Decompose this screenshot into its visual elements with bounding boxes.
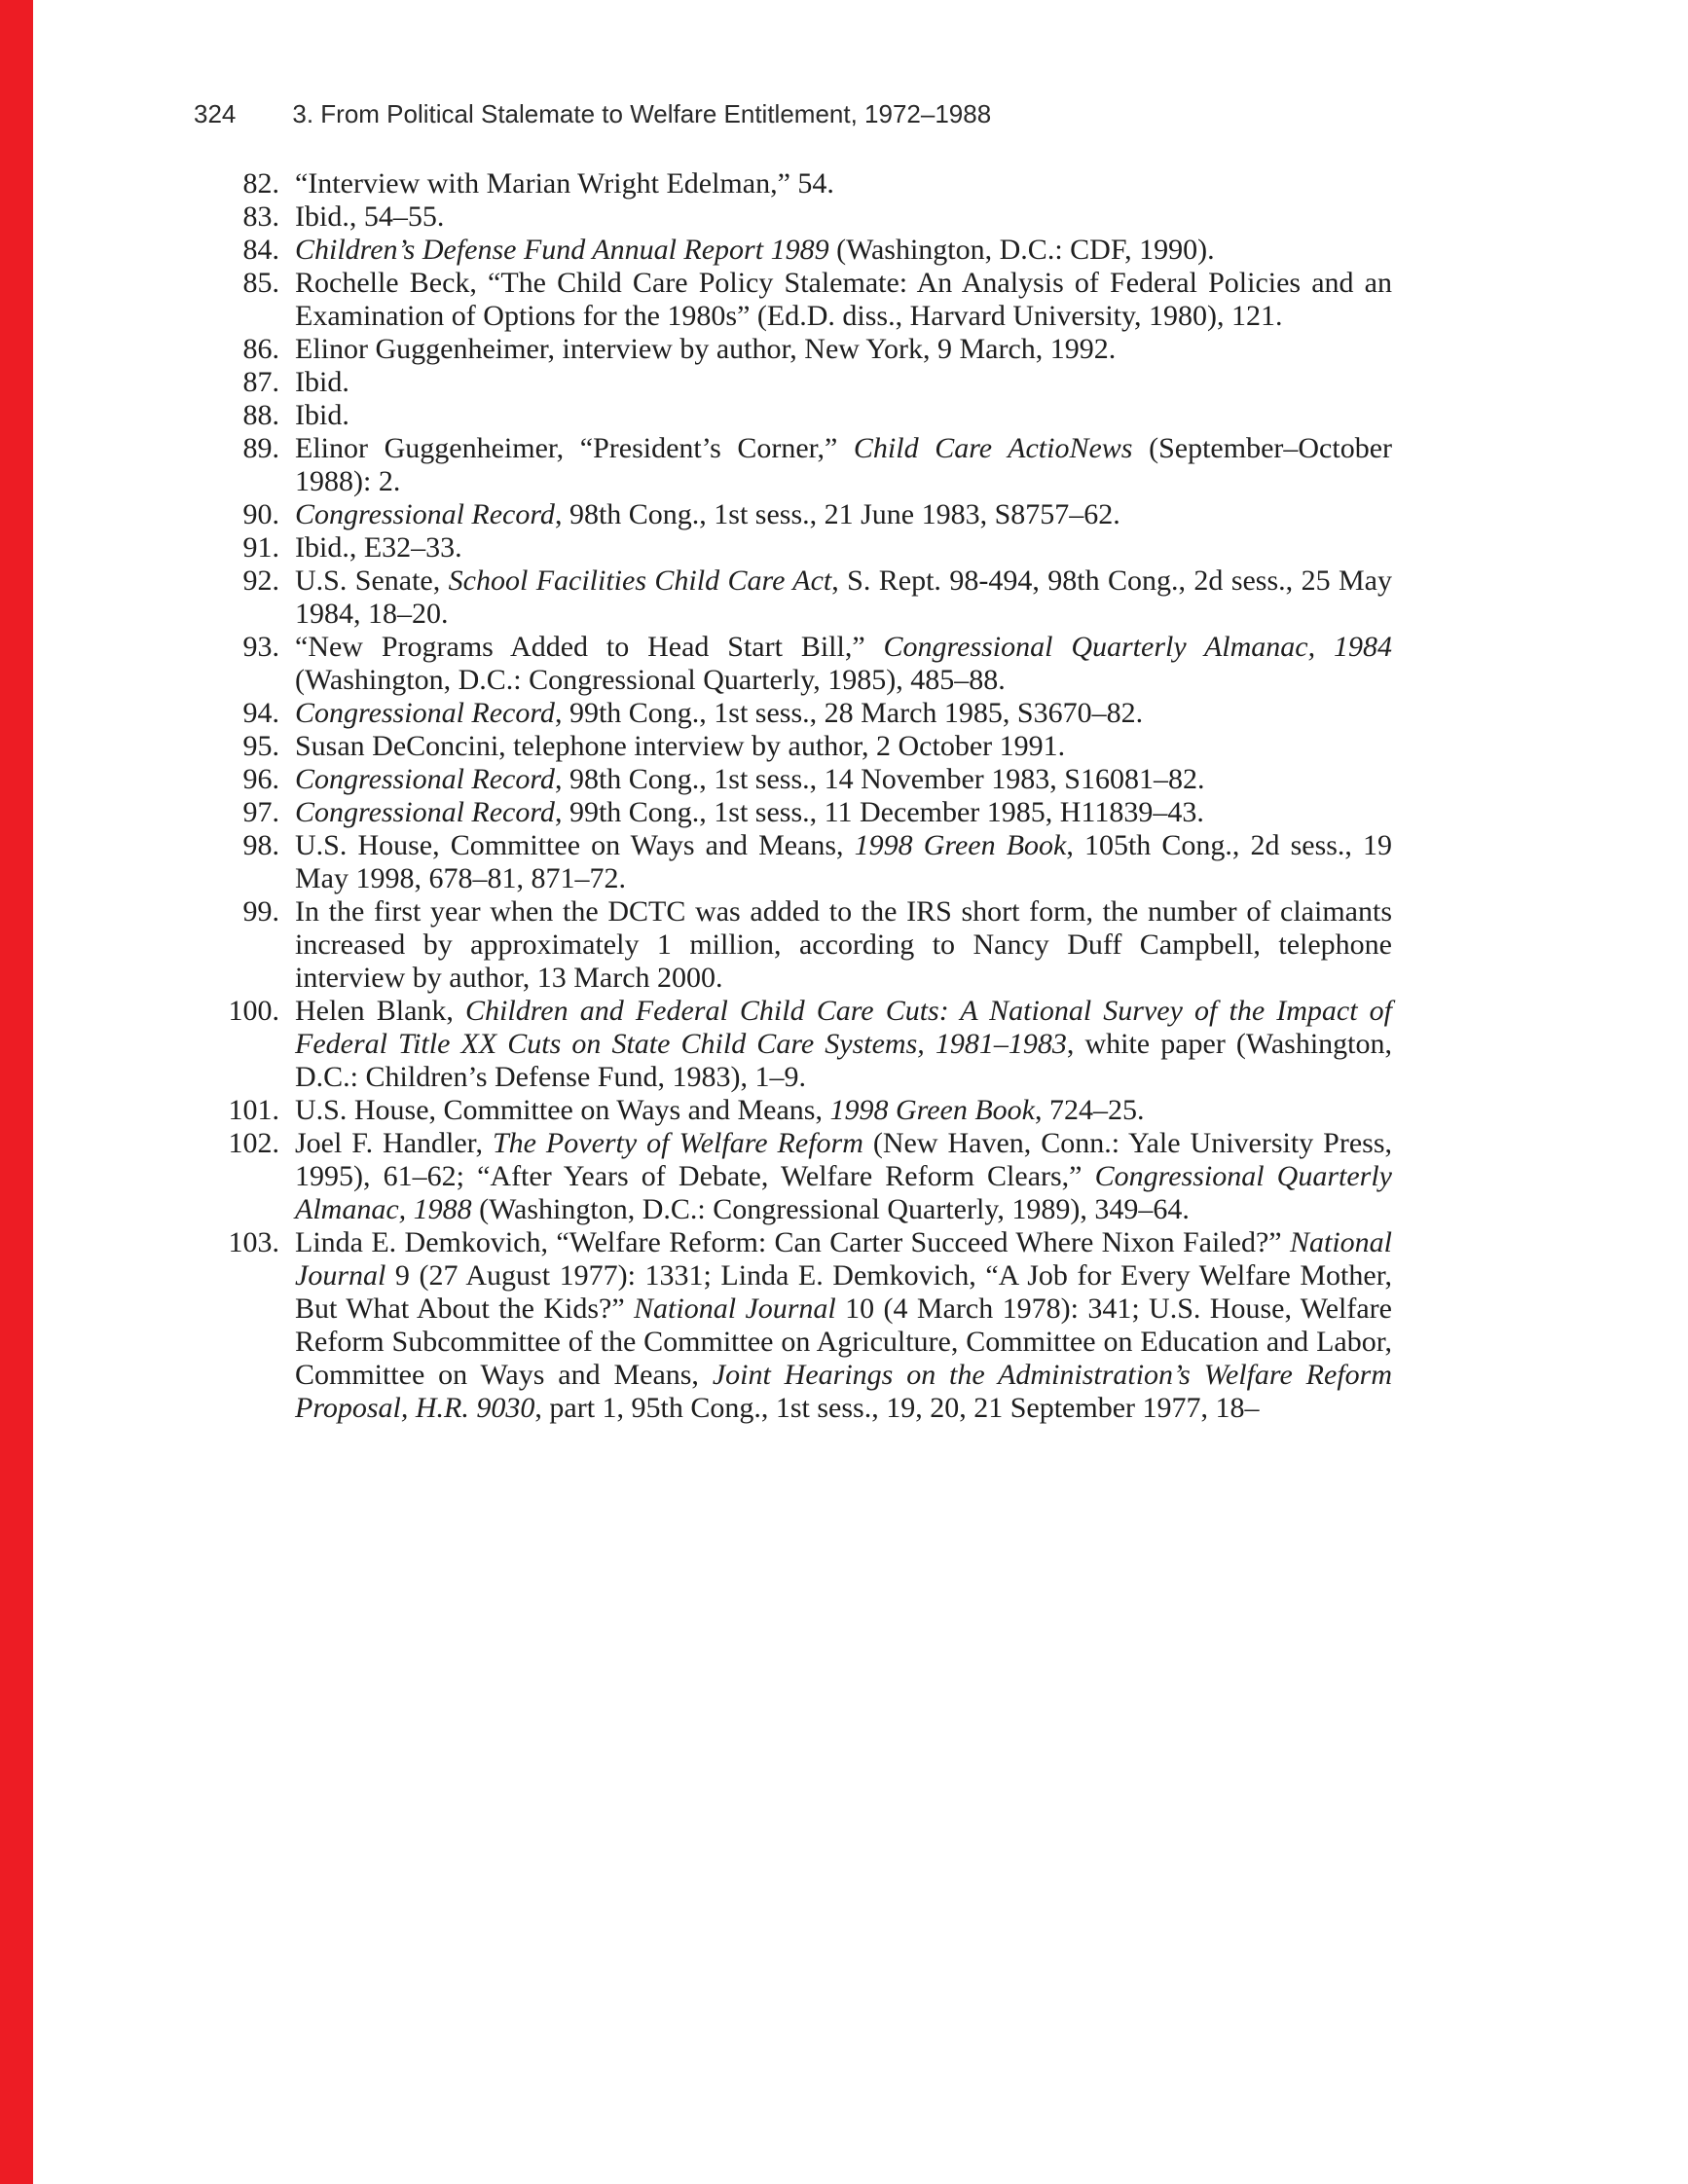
endnote-text: “New Programs Added to Head Start Bill,” Congressional Quarterly Almanac, 1984 (Washington, D.C.: Congressional Quarterly, 1985), 485–88. xyxy=(295,631,1392,696)
endnote-number: 91. xyxy=(242,531,279,564)
endnote-number: 94. xyxy=(242,697,279,729)
endnote-text: Congressional Record, 99th Cong., 1st sess., 28 March 1985, S3670–82. xyxy=(295,697,1144,729)
endnote-text: “Interview with Marian Wright Edelman,” 54. xyxy=(295,167,834,200)
endnote-number: 82. xyxy=(242,167,279,200)
endnote-number: 90. xyxy=(242,498,279,530)
endnote-item xyxy=(222,234,1392,267)
endnote-text: Elinor Guggenheimer, “President’s Corner,” Child Care ActioNews (September–October 1988): 2. xyxy=(295,432,1392,497)
endnote-text: Susan DeConcini, telephone interview by author, 2 October 1991. xyxy=(295,730,1066,762)
endnote-number: 93. xyxy=(242,631,279,663)
endnote-text: U.S. Senate, School Facilities Child Care Act, S. Rept. 98-494, 98th Cong., 2d sess., 25 May 1984, 18–20. xyxy=(295,564,1392,630)
endnote-item xyxy=(222,498,1392,531)
endnote-number: 84. xyxy=(242,234,279,266)
endnote-number: 97. xyxy=(242,796,279,828)
endnote-number: 85. xyxy=(242,267,279,299)
endnote-number: 103. xyxy=(228,1226,279,1258)
endnote-number: 95. xyxy=(242,730,279,762)
endnote-item xyxy=(222,763,1392,796)
endnote-number: 89. xyxy=(242,432,279,464)
endnote-item xyxy=(222,399,1392,432)
endnote-text: Congressional Record, 99th Cong., 1st sess., 11 December 1985, H11839–43. xyxy=(295,796,1204,828)
endnote-text: Ibid. xyxy=(295,399,349,431)
endnote-number: 96. xyxy=(242,763,279,795)
endnote-item xyxy=(222,697,1392,730)
endnote-number: 102. xyxy=(228,1127,279,1159)
running-header xyxy=(194,97,991,130)
endnote-text: U.S. House, Committee on Ways and Means, 1998 Green Book, 105th Cong., 2d sess., 19 May 1998, 678–81, 871–72. xyxy=(295,829,1393,894)
endnotes-list xyxy=(222,167,1392,1425)
page-number: 324 xyxy=(194,99,237,128)
endnote-text: Children’s Defense Fund Annual Report 1989 (Washington, D.C.: CDF, 1990). xyxy=(295,234,1215,266)
endnote-item xyxy=(222,631,1392,697)
endnote-item xyxy=(222,531,1392,564)
endnote-item xyxy=(222,796,1392,829)
endnote-text: Congressional Record, 98th Cong., 1st sess., 14 November 1983, S16081–82. xyxy=(295,763,1205,795)
endnote-item xyxy=(222,829,1392,895)
chapter-title: 3. From Political Stalemate to Welfare Entitlement, 1972–1988 xyxy=(292,99,992,128)
endnote-text: Linda E. Demkovich, “Welfare Reform: Can Carter Succeed Where Nixon Failed?” National Journal 9 (27 August 1977): 1331; Linda E. Demkovich, “A Job for Every Welfare Mother, But What About the Kids?” National Journal 10 (4 March 1978): 341; U.S. House, Welfare Reform Subcommittee of the Committee on Agriculture, Committee on Education and Labor, Committee on Ways and Means, Joint Hearings on the Administration’s Welfare Reform Proposal, H.R. 9030, part 1, 95th Cong., 1st sess., 19, 20, 21 September 1977, 18– xyxy=(295,1226,1392,1424)
endnote-item xyxy=(222,995,1392,1094)
endnote-text: Ibid., 54–55. xyxy=(295,200,445,233)
endnote-number: 100. xyxy=(228,995,279,1027)
endnote-item xyxy=(222,200,1392,234)
endnote-item xyxy=(222,564,1392,631)
endnote-text: U.S. House, Committee on Ways and Means, 1998 Green Book, 724–25. xyxy=(295,1094,1145,1126)
endnote-number: 86. xyxy=(242,333,279,365)
endnote-number: 99. xyxy=(242,895,279,928)
spine-accent-bar xyxy=(0,0,33,2184)
endnote-number: 87. xyxy=(242,366,279,398)
endnote-item xyxy=(222,1094,1392,1127)
endnote-text: Helen Blank, Children and Federal Child Care Cuts: A National Survey of the Impact of Federal Title XX Cuts on State Child Care Systems, 1981–1983, white paper (Washington, D.C.: Children’s Defense Fund, 1983), 1–9. xyxy=(295,995,1392,1093)
endnote-item xyxy=(222,333,1392,366)
endnote-item xyxy=(222,432,1392,498)
endnote-number: 98. xyxy=(242,829,279,861)
endnote-text: Elinor Guggenheimer, interview by author, New York, 9 March, 1992. xyxy=(295,333,1117,365)
endnote-number: 92. xyxy=(242,564,279,597)
endnote-number: 101. xyxy=(228,1094,279,1126)
endnote-text: Ibid. xyxy=(295,366,349,398)
endnote-item xyxy=(222,167,1392,200)
endnote-item xyxy=(222,895,1392,995)
endnote-item xyxy=(222,1127,1392,1226)
endnote-item xyxy=(222,267,1392,333)
endnote-text: Ibid., E32–33. xyxy=(295,531,462,564)
endnote-item xyxy=(222,366,1392,399)
endnote-text: In the first year when the DCTC was added to the IRS short form, the number of claimants increased by approximately 1 million, according to Nancy Duff Campbell, telephone interview by author, 13 March 2000. xyxy=(295,895,1392,994)
endnote-number: 88. xyxy=(242,399,279,431)
endnote-item xyxy=(222,1226,1392,1425)
endnote-number: 83. xyxy=(242,200,279,233)
endnote-text: Rochelle Beck, “The Child Care Policy Stalemate: An Analysis of Federal Policies and an Examination of Options for the 1980s” (Ed.D. diss., Harvard University, 1980), 121. xyxy=(295,267,1392,332)
endnote-text: Congressional Record, 98th Cong., 1st sess., 21 June 1983, S8757–62. xyxy=(295,498,1120,530)
endnote-text: Joel F. Handler, The Poverty of Welfare Reform (New Haven, Conn.: Yale University Press, 1995), 61–62; “After Years of Debate, Welfare Reform Clears,” Congressional Quarterly Almanac, 1988 (Washington, D.C.: Congressional Quarterly, 1989), 349–64. xyxy=(295,1127,1393,1225)
endnote-item xyxy=(222,730,1392,763)
